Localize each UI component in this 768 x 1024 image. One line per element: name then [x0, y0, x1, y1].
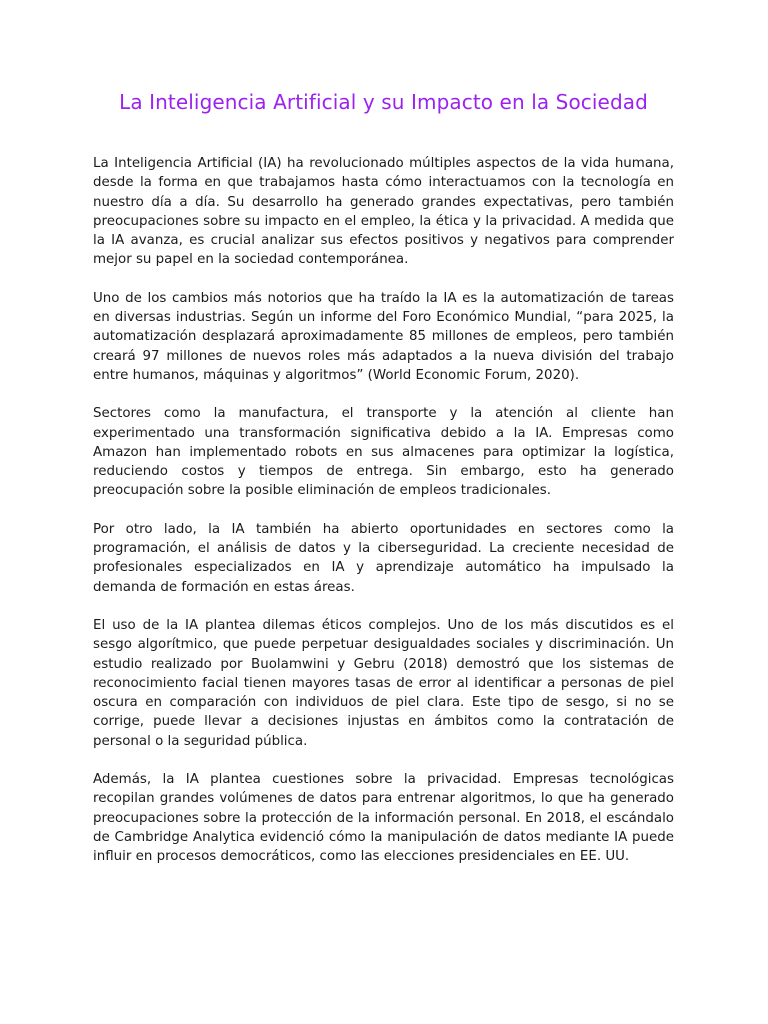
document-body [93, 154, 674, 867]
paragraph-automation: Uno de los cambios más notorios que ha traído la IA es la automatización de tareas en diversas industrias. Según un informe del Foro Económico Mundial, “para 2025, la automatización desplazará aproximadamente 85 millones de empleos, pero también creará 97 millones de nuevos roles más adaptados a la nueva división del trabajo entre humanos, máquinas y algoritmos” (World Economic Forum, 2020). [93, 290, 674, 383]
document-title: La Inteligencia Artificial y su Impacto en la Sociedad [119, 90, 648, 114]
paragraph-sectors: Sectores como la manufactura, el transporte y la atención al cliente han experimentado una transformación significativa debido a la IA. Empresas como Amazon han implementado robots en sus almacenes para optimizar la logística, reduciendo costos y tiempos de entrega. Sin embargo, esto ha generado preocupación sobre la posible eliminación de empleos tradicionales. [93, 406, 674, 499]
paragraph-introduction: La Inteligencia Artificial (IA) ha revolucionado múltiples aspectos de la vida humana, desde la forma en que trabajamos hasta cómo interactuamos con la tecnología en nuestro día a día. Su desarrollo ha generado grandes expectativas, pero también preocupaciones sobre su impacto en el empleo, la ética y la privacidad. A medida que la IA avanza, es crucial analizar sus efectos positivos y negativos para comprender mejor su papel en la sociedad contemporánea. [93, 156, 674, 268]
paragraph-privacy: Además, la IA plantea cuestiones sobre la privacidad. Empresas tecnológicas recopilan grandes volúmenes de datos para entrenar algoritmos, lo que ha generado preocupaciones sobre la protección de la información personal. En 2018, el escándalo de Cambridge Analytica evidenció cómo la manipulación de datos mediante IA puede influir en procesos democráticos, como las elecciones presidenciales en EE. UU. [93, 772, 674, 865]
document-page [93, 0, 674, 1024]
paragraph-opportunities: Por otro lado, la IA también ha abierto oportunidades en sectores como la programación, el análisis de datos y la ciberseguridad. La creciente necesidad de profesionales especializados en IA y aprendizaje automático ha impulsado la demanda de formación en estas áreas. [93, 521, 674, 595]
paragraph-ethics: El uso de la IA plantea dilemas éticos complejos. Uno de los más discutidos es el sesgo algorítmico, que puede perpetuar desigualdades sociales y discriminación. Un estudio realizado por Buolamwini y Gebru (2018) demostró que los sistemas de reconocimiento facial tienen mayores tasas de error al identificar a personas de piel oscura en comparación con individuos de piel clara. Este tipo de sesgo, si no se corrige, puede llevar a decisiones injustas en ámbitos como la contratación de personal o la seguridad pública. [93, 617, 674, 749]
